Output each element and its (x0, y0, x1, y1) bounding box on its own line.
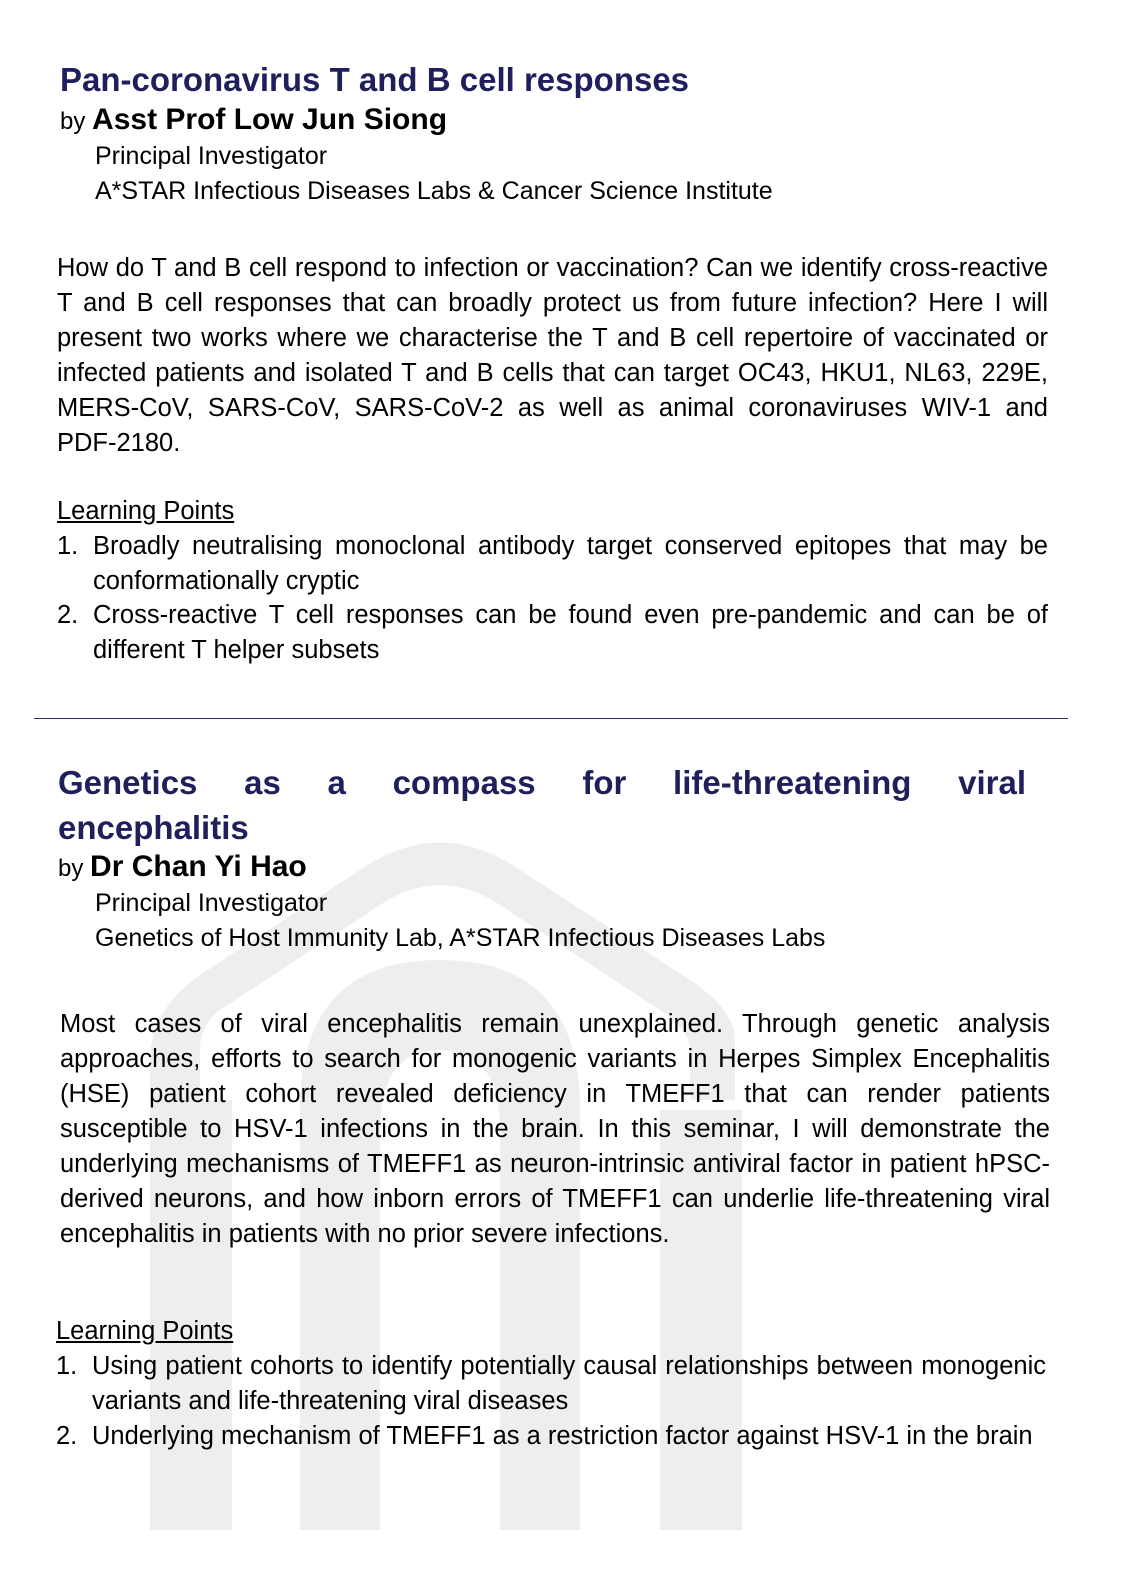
speaker-institute: A*STAR Infectious Diseases Labs & Cancer Science Institute (95, 177, 773, 205)
title-line: encephalitis (58, 809, 249, 846)
speaker-institute: Genetics of Host Immunity Lab, A*STAR Infectious Diseases Labs (95, 924, 826, 952)
learning-point-item (57, 598, 1048, 668)
learning-points-list (56, 1349, 1046, 1454)
speaker-affiliation (95, 886, 825, 956)
speaker-name: Asst Prof Low Jun Siong (92, 103, 448, 136)
by-prefix: by (58, 855, 84, 882)
speaker-role: Principal Investigator (95, 889, 328, 917)
learning-point-text: Broadly neutralising monoclonal antibody target conserved epitopes that may be conformationally cryptic (93, 532, 1048, 595)
talk-abstract: Most cases of viral encephalitis remain unexplained. Through genetic analysis approaches, efforts to search for monogenic variants in Herpes Simplex Encephalitis (HSE) patient cohort revealed deficiency in TMEFF1 that can render patients susceptible to HSV-1 infections in the brain. In this seminar, I will demonstrate the underlying mechanisms of TMEFF1 as neuron-intrinsic antiviral factor in patient hPSC-derived neurons, and how inborn errors of TMEFF1 can underlie life-threatening viral encephalitis in patients with no prior severe infections. (60, 1010, 1050, 1248)
learning-points-heading: Learning Points (56, 1317, 234, 1345)
learning-point-number: 1. (56, 1352, 78, 1380)
title-line: Pan-coronavirus T and B cell responses (60, 61, 690, 98)
speaker-line (60, 104, 447, 138)
learning-point-item (56, 1419, 1046, 1454)
talk-title (58, 760, 1026, 850)
learning-point-number: 1. (57, 532, 79, 560)
talk-title (60, 57, 1060, 102)
learning-point-text: Cross-reactive T cell responses can be found even pre-pandemic and can be of different T helper subsets (93, 601, 1048, 664)
learning-point-number: 2. (57, 601, 79, 629)
learning-points-list (57, 529, 1048, 668)
learning-point-number: 2. (56, 1422, 78, 1450)
section-divider (34, 718, 1068, 719)
title-line: Genetics as a compass for life-threatening viral (58, 764, 1026, 801)
learning-points-heading: Learning Points (57, 497, 235, 525)
learning-point-item (56, 1349, 1046, 1419)
learning-point-item (57, 529, 1048, 599)
talk-abstract: How do T and B cell respond to infection or vaccination? Can we identify cross-reactive T and B cell responses that can broadly protect us from future infection? Here I will present two works where we characterise the T and B cell repertoire of vaccinated or infected patients and isolated T and B cells that can target OC43, HKU1, NL63, 229E, MERS-CoV, SARS-CoV, SARS-CoV-2 as well as animal coronaviruses WIV-1 and PDF-2180. (57, 254, 1048, 457)
speaker-role: Principal Investigator (95, 142, 328, 170)
learning-point-text: Underlying mechanism of TMEFF1 as a restriction factor against HSV-1 in the brain (92, 1422, 1033, 1450)
speaker-affiliation (95, 139, 773, 209)
speaker-line (58, 851, 307, 885)
learning-point-text: Using patient cohorts to identify potentially causal relationships between monogenic variants and life-threatening viral diseases (92, 1352, 1046, 1415)
speaker-name: Dr Chan Yi Hao (90, 850, 307, 883)
by-prefix: by (60, 108, 86, 135)
